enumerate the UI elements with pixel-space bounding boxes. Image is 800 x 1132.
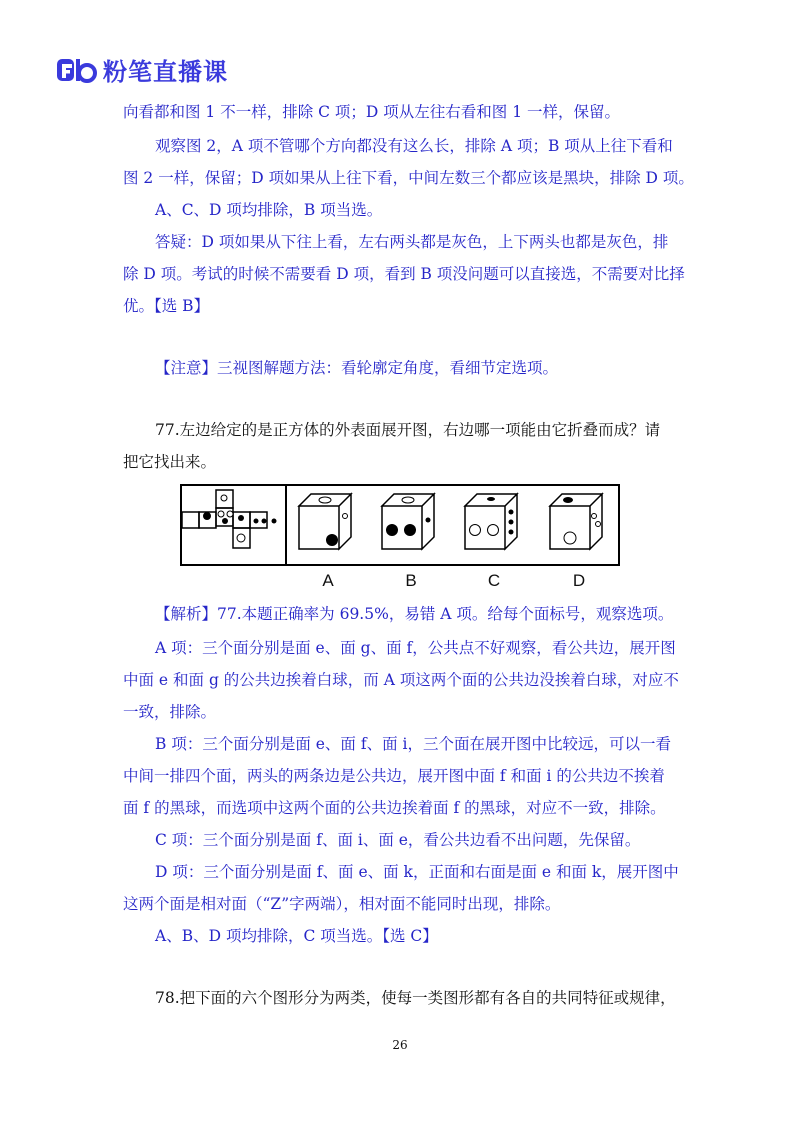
analysis-line: D 项：三个面分别是面 f、面 e、面 k，正面和右面是面 e 和面 k，展开图中 <box>155 863 679 881</box>
fb-logo-icon <box>57 57 97 83</box>
question-line: 77.左边给定的是正方体的外表面展开图，右边哪一项能由它折叠而成？请 <box>155 421 661 439</box>
cube-figure <box>180 484 620 566</box>
analysis-line: 这两个面是相对面（“Z”字两端），相对面不能同时出现，排除。 <box>123 895 561 913</box>
analysis-line: C 项：三个面分别是面 f、面 i、面 e，看公共边看不出问题，先保留。 <box>155 831 641 849</box>
text-line: 向看都和图 1 不一样，排除 C 项；D 项从左往右看和图 1 一样，保留。 <box>123 103 621 121</box>
option-label-a: A <box>322 571 334 590</box>
brand-logo <box>57 52 228 87</box>
analysis-line: 【解析】77.本题正确率为 69.5%，易错 A 项。给每个面标号，观察选项。 <box>155 605 674 623</box>
text-line: A、C、D 项均排除，B 项当选。 <box>155 201 383 219</box>
text-line: 答疑：D 项如果从下往上看，左右两头都是灰色，上下两头也都是灰色，排 <box>155 233 669 251</box>
page-number: 26 <box>392 1038 408 1052</box>
note-line: 【注意】三视图解题方法：看轮廓定角度，看细节定选项。 <box>155 359 559 377</box>
text-line: 观察图 2，A 项不管哪个方向都没有这么长，排除 A 项；B 项从上往下看和 <box>155 137 673 155</box>
analysis-line: 中间一排四个面，两头的两条边是公共边，展开图中面 f 和面 i 的公共边不挨着 <box>123 767 665 785</box>
analysis-line: A 项：三个面分别是面 e、面 g、面 f，公共点不好观察，看公共边，展开图 <box>155 639 676 657</box>
text-line: 图 2 一样，保留；D 项如果从上往下看，中间左数三个都应该是黑块，排除 D 项。 <box>123 169 694 187</box>
question-line: 78.把下面的六个图形分为两类，使每一类图形都有各自的共同特征或规律， <box>155 989 676 1007</box>
text-line: 优。【选 B】 <box>123 297 210 315</box>
cube-options-icon <box>287 486 622 564</box>
option-label-d: D <box>572 571 586 590</box>
cube-net-icon <box>182 486 285 564</box>
analysis-line: 面 f 的黑球，而选项中这两个面的公共边挨着面 f 的黑球，对应不一致，排除。 <box>123 799 666 817</box>
text-line: 除 D 项。考试的时候不需要看 D 项，看到 B 项没问题可以直接选，不需要对比择 <box>123 265 685 283</box>
analysis-line: A、B、D 项均排除，C 项当选。【选 C】 <box>155 927 438 945</box>
analysis-line: 中面 e 和面 g 的公共边挨着白球，而 A 项这两个面的公共边没挨着白球，对应不 <box>123 671 679 689</box>
option-label-c: C <box>487 571 501 590</box>
option-label-b: B <box>405 571 417 590</box>
brand-name: 粉笔直播课 <box>103 58 228 86</box>
analysis-line: B 项：三个面分别是面 e、面 f、面 i，三个面在展开图中比较远，可以一看 <box>155 735 671 753</box>
analysis-line: 一致，排除。 <box>123 703 217 721</box>
question-line: 把它找出来。 <box>123 453 217 471</box>
